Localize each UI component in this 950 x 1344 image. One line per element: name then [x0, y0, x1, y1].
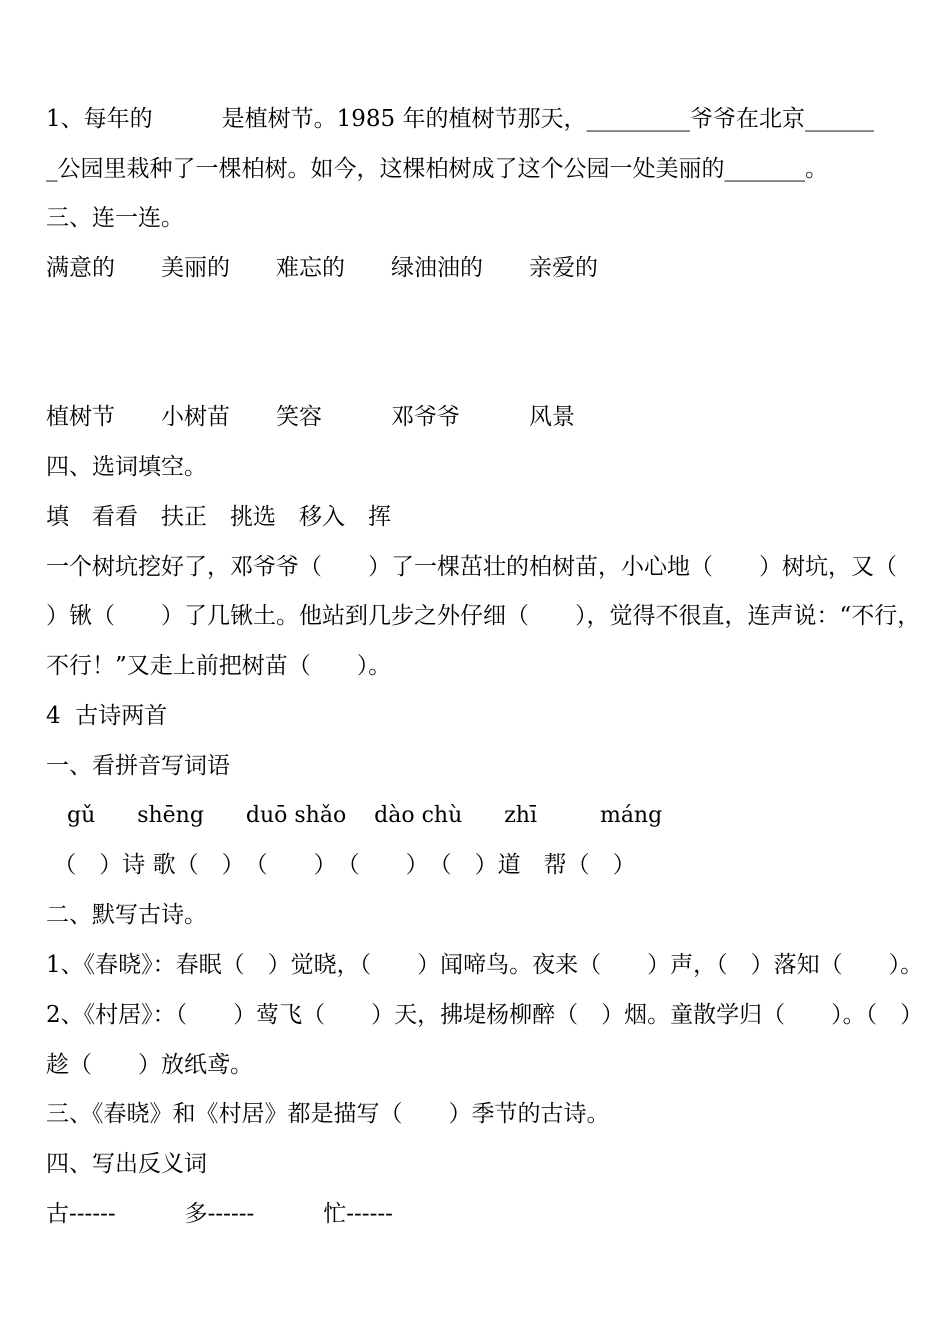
poem-line-cunju-2: 趁（ ）放纸鸢。: [46, 1052, 253, 1078]
fill-blank-line-1: 1、每年的 是植树节。1985 年的植树节那天，_________爷爷在北京______: [46, 106, 874, 132]
poem-line-cunju-1: 2、《村居》：（ ）莺飞（ ）天，拂堤杨柳醉（ ）烟。童散学归（ ）。（ ）: [46, 1002, 924, 1028]
antonym-row: 古------ 多------ 忙------: [46, 1201, 393, 1227]
poem-line-chunxiao: 1、《春晓》：春眠（ ）觉晓，（ ）闻啼鸟。夜来（ ）声，（ ）落知（ ）。: [46, 952, 924, 978]
section-title-pinyin: 一、看拼音写词语: [46, 753, 230, 779]
passage-line-3: 不行！”又走上前把树苗（ ）。: [46, 653, 392, 679]
section-title-choose-words: 四、选词填空。: [46, 454, 207, 480]
section-title-recite: 二、默写古诗。: [46, 902, 207, 928]
pinyin-row: gǔ shēng duō shǎo dào chù zhī máng: [46, 803, 663, 828]
section-title-match: 三、连一连。: [46, 205, 184, 231]
section-title-antonyms: 四、写出反义词: [46, 1151, 207, 1177]
match-row-bottom: 植树节 小树苗 笑容 邓爷爷 风景: [46, 404, 575, 430]
season-question: 三、《春晓》和《村居》都是描写（ ）季节的古诗。: [46, 1101, 610, 1127]
passage-line-1: 一个树坑挖好了，邓爷爷（ ）了一棵茁壮的柏树苗，小心地（ ）树坑，又（: [46, 554, 897, 580]
lesson-title: 4 古诗两首: [46, 703, 168, 729]
word-choices: 填 看看 扶正 挑选 移入 挥: [46, 504, 391, 530]
passage-line-2: ）锹（ ）了几锹土。他站到几步之外仔细（ ），觉得不很直，连声说：“不行，: [46, 603, 921, 629]
pinyin-answer-row: （ ）诗 歌（ ） （ ） （ ） （ ）道 帮（ ）: [46, 852, 636, 878]
match-row-top: 满意的 美丽的 难忘的 绿油油的 亲爱的: [46, 255, 598, 281]
fill-blank-line-2: _公园里栽种了一棵柏树。如今，这棵柏树成了这个公园一处美丽的_______。: [46, 156, 828, 182]
